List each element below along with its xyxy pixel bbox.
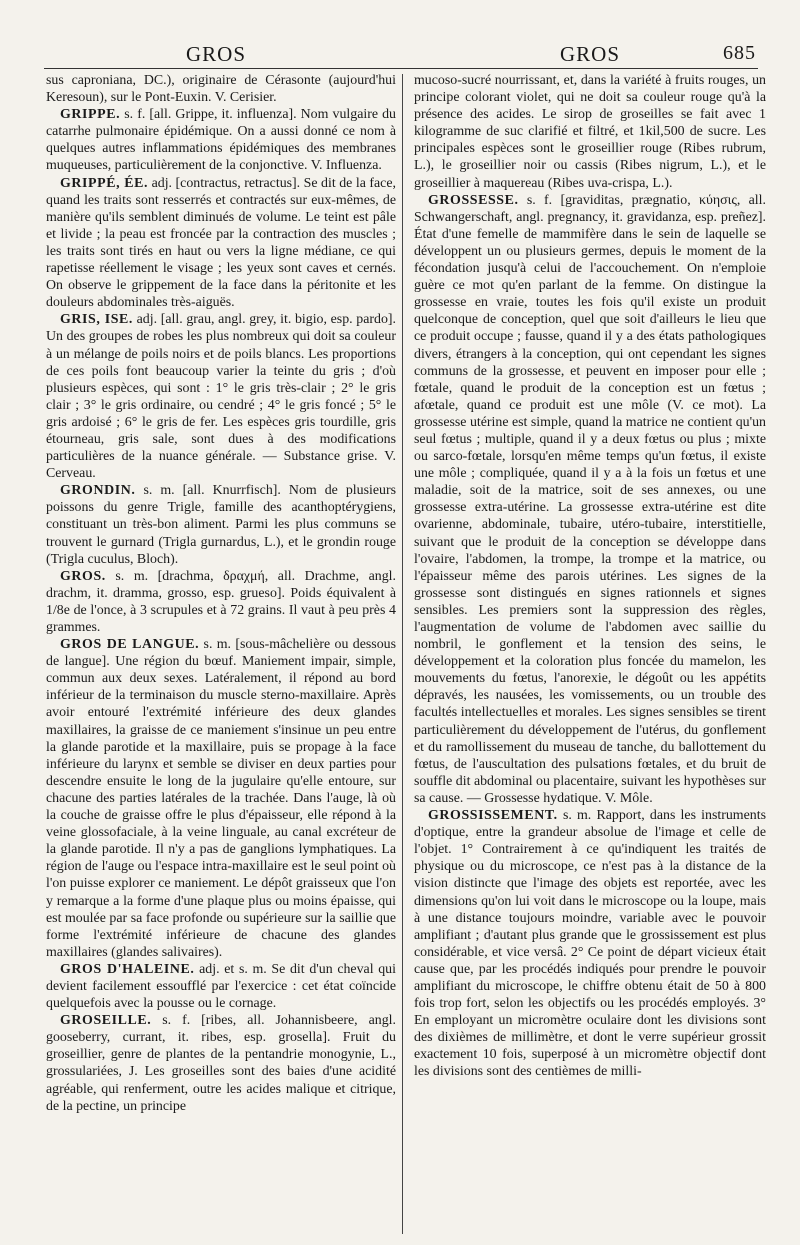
dictionary-entry (46, 311, 396, 482)
entry-headword: GRIPPE. (60, 107, 121, 123)
running-header (0, 38, 800, 68)
header-rule (44, 68, 758, 69)
entry-text: adj. et s. m. Se dit d'un cheval qui devient facilement essoufflé par l'exercice : cet état coïncide quelquefois avec la pousse ou le cornage. (46, 961, 396, 1012)
entry-headword: GRONDIN. (60, 483, 136, 499)
entry-headword: GROSEILLE. (60, 1013, 152, 1029)
entry-text: sus caproniana, DC.), originaire de Cérasonte (aujourd'hui Keresoun), sur le Pont-Euxin. V. Cerisier. (46, 73, 396, 106)
entry-text: s. m. [all. Knurrfisch]. Nom de plusieurs poissons du genre Trigle, famille des acanthoptérygiens, constituant un très-bon aliment. Parmi les plus communs se trouvent le gurnard (Trigla gurnardus, L.), et le grondin rouge (Trigla cuculus, Bloch). (46, 483, 396, 567)
entry-text: s. m. [sous-mâchelière ou dessous de langue]. Une région du bœuf. Maniement impair, simple, commun aux deux sexes. Latéralement, il répond au bord inférieur de la terminaison du muscle sterno-maxillaire. Après avoir entouré l'extrémité inférieure des deux glandes maxillaires, la graisse de ce maniement s'insinue un peu entre la glande parotide et la maxillaire, puis se propage à la face inférieure du larynx et semble se diviser en deux parties pour descendre ensuite le long de la jugulaire qu'elle entoure, sur chacune des parties latérales de la trachée. Dans l'auge, là où la couche de graisse offre le plus d'épaisseur, elle répond à la veine glossofaciale, à la veine linguale, au canal excréteur de la glande parotide. Il n'y a pas de ganglions lymphatiques. La région de l'auge ou l'espace intra-maxillaire est le seul point où l'on puisse explorer ce maniement. Le dépôt graisseux que l'on y remarque a la forme d'une plaque plus ou moins épaisse, qui est moulée par sa face profonde ou supérieure sur la saillie que forme l'extrémité inférieure de chacune des glandes maxillaires (glandes salivaires). (46, 637, 396, 960)
entry-headword: GROS D'HALEINE. (60, 961, 195, 977)
entry-text: mucoso-sucré nourrissant, et, dans la variété à fruits rouges, un principe colorant violet, qui ne doit sa couleur rouge qu'à la présence des acides. Le sirop de groseilles se fait avec 1 kilogramme de suc clarifié et filtré, et 1kil,500 de sucre. Les principales espèces sont le groseillier rouge (Ribes rubrum, L.), le groseillier noir ou cassis (Ribes nigrum, L.), et le groseillier à maquereau (Ribes uva-crispa, L.). (414, 73, 766, 191)
column-divider (402, 74, 403, 1234)
dictionary-entry (414, 807, 766, 1081)
entry-headword: GRIPPÉ, ÉE. (60, 175, 149, 191)
dictionary-entry (46, 106, 396, 174)
entry-headword: GRIS, ISE. (60, 312, 133, 328)
dictionary-entry (414, 192, 766, 807)
continued-text (414, 72, 766, 192)
entry-headword: GROSSESSE. (428, 192, 519, 208)
left-column (46, 72, 396, 1115)
entry-text: s. m. Rapport, dans les instruments d'optique, entre la grandeur absolue de l'image et celle de l'objet. 1° Contrairement à ce qu'indiquent les traités de physique ou du microscope, ce n'est pas à la distance de la vision distincte que l'image des objets est reportée, avec les dimensions qu'on lui voit dans le microscope ou la loupe, mais à une distance toujours moindre, variable avec le pouvoir amplifiant ; d'autant plus grande que le grossissement est plus considérable, et vice versâ. 2° Ce point de départ vicieux était cause que, par les procédés indiqués pour prendre le pouvoir amplifiant du microscope, le chiffre obtenu était de 50 à 800 fois trop fort, selon les objectifs ou les procédés employés. 3° En employant un micromètre oculaire dont les divisions sont des dixièmes de millimètre, et dont le verre supérieur grossit exactement 10 fois, superposé à un micromètre objectif dont les divisions sont des centièmes de milli- (414, 808, 766, 1080)
entry-text: s. f. [graviditas, prægnatio, κύησις, all. Schwangerschaft, angl. pregnancy, it. gravidanza, esp. preñez]. État d'une femelle de mammifère dans le sein de laquelle se développent un ou plusieurs germes, depuis le moment de la fécondation jusqu'à celui de l'accouchement. On n'emploie guère ce mot qu'en parlant de la femme. On distingue la grossesse en vraie, toutes les fois qu'il existe un produit quelconque de conception, quel que soit d'ailleurs le lieu que ce produit occupe ; fausse, quand il y a des états pathologiques divers, étrangers à la conception, qui ont cependant les signes communs de la grossesse, et peuvent en imposer pour elle ; fœtale, quand le produit de la conception est un fœtus ; afœtale, quand ce produit est une môle (V. ce mot). La grossesse utérine est simple, quand la matrice ne contient qu'un seul fœtus ; multiple, quand il y a deux fœtus ou plus ; mixte ou sarco-fœtale, lorsqu'en même temps qu'un fœtus, il existe une môle ; compliquée, quand il y a à la fois un fœtus et une maladie, soit de la matrice, soit de ses annexes, ou une grossesse extra-utérine. La grossesse extra-utérine est dite ovarienne, abdominale, tubaire, utéro-tubaire, interstitielle, suivant que le produit de la conception se développe dans l'ovaire, l'abdomen, la trompe, la trompe et la matrice, ou l'épaisseur même des parois utérines. Les signes de la grossesse sont distingués en signes rationnels et signes sensibles. Les premiers sont la suppression des règles, l'augmentation de volume de l'abdomen avec saillie du nombril, le gonflement et la tension des seins, le développement et la coloration plus foncée du mamelon, les mouvements du fœtus, l'anorexie, le dégoût ou les appétits dépravés, les nausées, les vomissements, ou un trouble des facultés intellectuelles et morales. Les signes sensibles se tirent particulièrement du développement de l'utérus, du gonflement et du ramollissement du museau de tanche, du ballottement du fœtus, de l'auscultation des pulsations fœtales, et du bruit de souffle dit abdominal ou placentaire, suivant les hypothèses sur sa cause. — Grossesse hydatique. V. Môle. (414, 192, 766, 806)
dictionary-entry (46, 482, 396, 567)
page-number: 685 (723, 42, 756, 64)
dictionary-entry (46, 636, 396, 961)
entry-headword: GROS. (60, 568, 106, 584)
right-column (414, 72, 766, 1081)
entry-headword: GROS DE LANGUE. (60, 637, 200, 653)
header-center-title: GROS (560, 42, 621, 66)
dictionary-entry (46, 175, 396, 312)
entry-text: adj. [all. grau, angl. grey, it. bigio, esp. pardo]. Un des groupes de robes les plus nombreux qui doit sa couleur à un mélange de poils noirs et de poils blancs. Les proportions de ces poils font beaucoup varier la teinte du gris ; d'où plusieurs espèces, qui sont : 1° le gris très-clair ; 2° le gris clair ; 3° le gris ordinaire, ou cendré ; 4° le gris foncé ; 5° le gris ardoisé ; 6° le gris de fer. Les espèces gris tourdille, gris étourneau, gris sale, sont dues à des modifications particulières de la nuance générale. — Substance grise. V. Cerveau. (46, 312, 396, 482)
dictionary-entry (46, 568, 396, 636)
entry-text: s. m. [drachma, δραχμή, all. Drachme, angl. drachm, it. dramma, grosso, esp. grueso]. Poids équivalent à 1/8e de l'once, à 3 scrupules et à 72 grains. Il vaut à peu près 4 grammes. (46, 568, 396, 635)
dictionary-entry (46, 961, 396, 1012)
header-left-title: GROS (186, 42, 247, 66)
dictionary-entry (46, 1012, 396, 1115)
entry-text: adj. [contractus, retractus]. Se dit de la face, quand les traits sont resserrés et contractés sur eux-mêmes, de manière qu'ils semblent diminués de volume. Le teint est pâle et livide ; la peau est froncée par la contraction des muscles ; les traits sont tirés en haut ou vers la ligne médiane, ce qui rapetisse réellement le visage ; les yeux sont caves et cernés. On observe le grippement de la face dans la péritonite et les douleurs abdominales très-aiguës. (46, 175, 396, 311)
entry-text: s. f. [all. Grippe, it. influenza]. Nom vulgaire du catarrhe pulmonaire épidémique. On a aussi donné ce nom à quelques autres inflammations épidémiques des membranes muqueuses, particulièrement de la conjonctive. V. Influenza. (46, 107, 396, 174)
continued-text (46, 72, 396, 106)
entry-headword: GROSSISSEMENT. (428, 808, 558, 824)
entry-text: s. f. [ribes, all. Johannisbeere, angl. gooseberry, currant, it. ribes, esp. grosella]. Fruit du groseillier, genre de plantes de la pentandrie monogynie, L., grossulariées, J. Les groseilles sont des baies d'une acidité agréable, qui renferment, outre les acides malique et citrique, de la pectine, un principe (46, 1013, 396, 1114)
